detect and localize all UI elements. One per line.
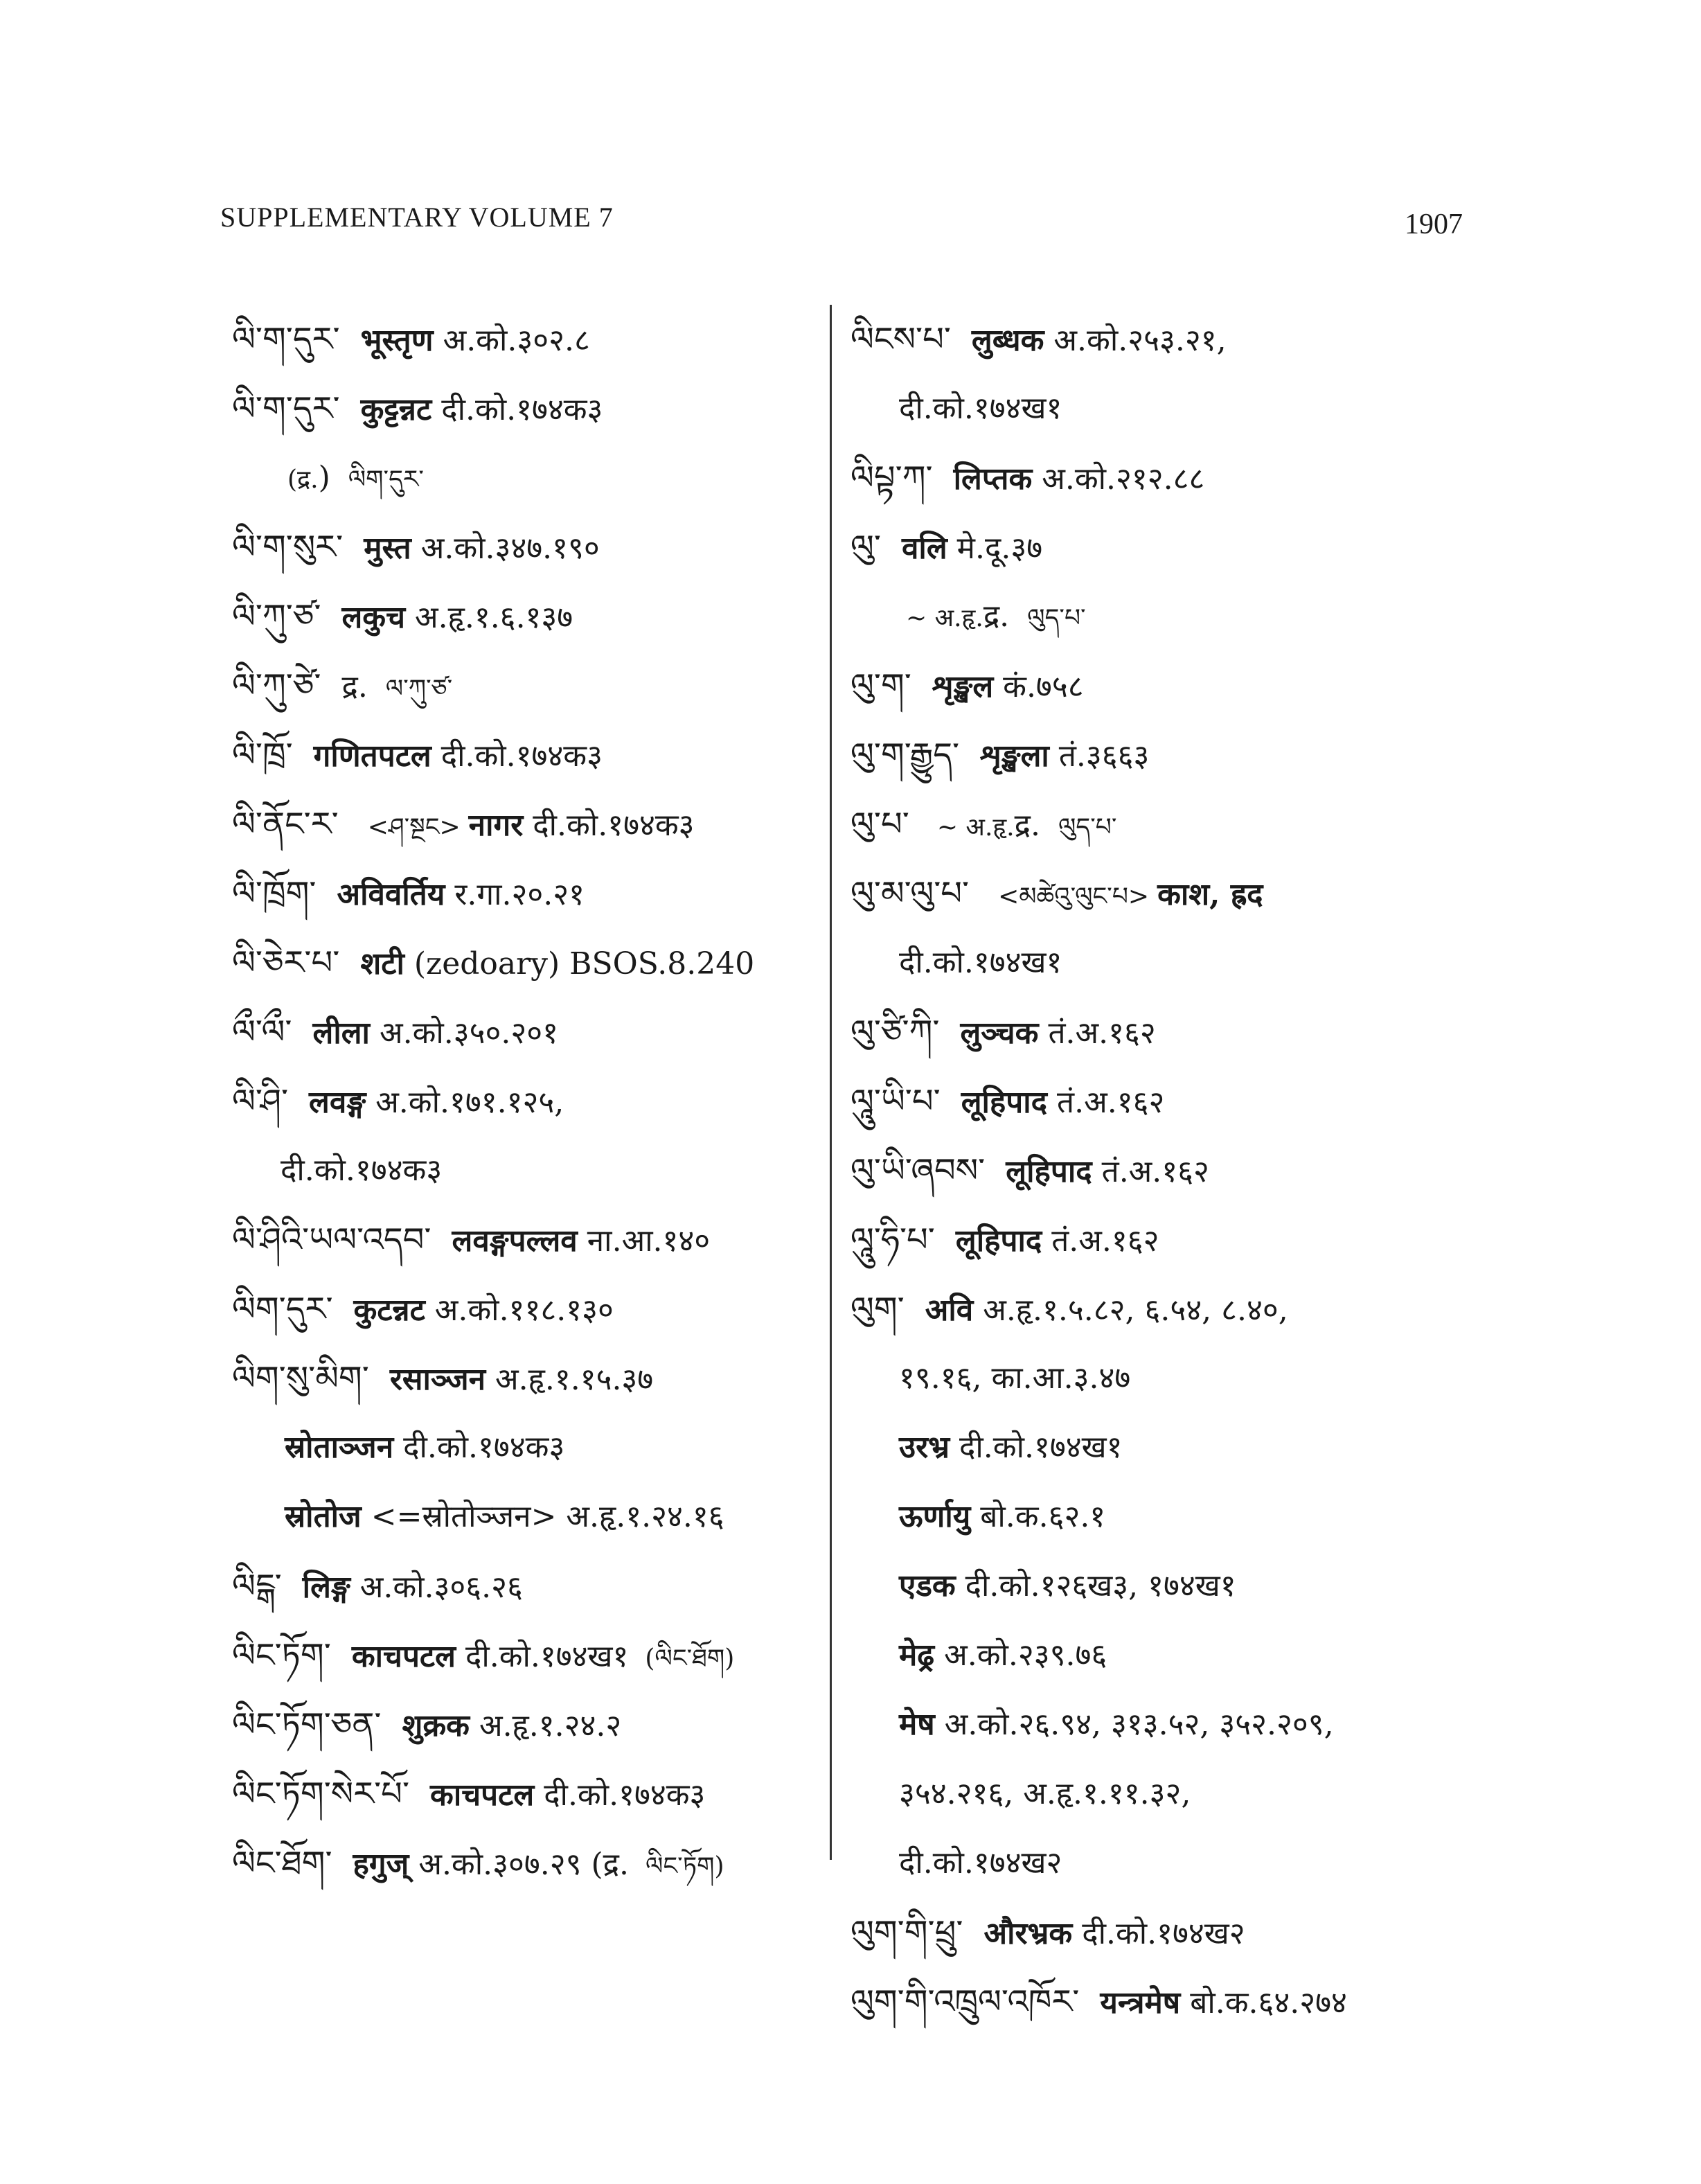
sanskrit-equivalent: लुब्धक [971, 323, 1044, 358]
source-reference: र.गा.२०.२१ [454, 877, 585, 912]
tibetan-headword: ལི་ག་དུར་ [232, 389, 340, 428]
tibetan-headword: ལིང་ཏོག་སེར་པོ་ [232, 1775, 410, 1813]
tibetan-headword: ལིང་ཐོག་ [232, 1844, 332, 1883]
sanskrit-equivalent: लवङ्ग [309, 1085, 366, 1120]
sanskrit-equivalent: लूहिपाद [961, 1085, 1048, 1120]
sanskrit-equivalent: लूहिपाद [955, 1223, 1042, 1259]
sanskrit-equivalent: लूहिपाद [1006, 1154, 1092, 1189]
dictionary-entry [232, 720, 828, 790]
tibetan-crossref: ལུད་པ་ [1027, 604, 1086, 632]
source-reference: अ.को.१७१.१२५, [375, 1085, 564, 1120]
source-reference: अ.को.३५०.२०१ [379, 1015, 559, 1051]
tibetan-crossref: <ཤ་སྔང> [367, 813, 461, 842]
column-divider [830, 305, 832, 1860]
sanskrit-equivalent: अविवर्तिय [337, 877, 445, 912]
source-reference: तं.३६६३ [1058, 738, 1150, 774]
source-reference: ) [318, 460, 340, 495]
sanskrit-equivalent: लवङ्गपल्लव [452, 1223, 578, 1259]
tibetan-headword: ལུག་གི་འཁྲུལ་འཁོར་ [850, 1982, 1080, 2021]
tibetan-headword: ལིཔྟ་ཀ་ [850, 459, 933, 497]
entry-note: (ལིང་ཐོག) [645, 1644, 735, 1673]
sanskrit-equivalent: लिङ्ग [302, 1570, 350, 1605]
tibetan-headword: ལི་ཀུ་ཙ་ [232, 597, 321, 636]
tibetan-headword: ལུ་ག་རྒྱུད་ [850, 736, 960, 774]
dictionary-entry [232, 928, 828, 997]
entry-note: ལིང་ཏོག) [645, 1852, 724, 1881]
tibetan-crossref: ལུད་པ་ [1058, 813, 1117, 842]
dictionary-entry [850, 1621, 1446, 1690]
sanskrit-equivalent: ऊर्णायु [899, 1499, 971, 1534]
dictionary-entry [232, 582, 828, 651]
dictionary-entry [850, 1967, 1446, 2036]
tibetan-headword: ལུ་ཡི་ཞབས་ [850, 1151, 986, 1190]
dictionary-entry [850, 1413, 1446, 1482]
sanskrit-equivalent: मुस्त [364, 531, 411, 566]
dictionary-entry [232, 1413, 828, 1482]
source-reference: मे.दू.३७ [956, 531, 1043, 566]
tibetan-headword: ལཱུ་ཧི་པ་ [850, 1220, 935, 1259]
dictionary-entry [232, 1759, 828, 1829]
source-reference: (zedoary) BSOS.8.240 [413, 946, 755, 982]
sanskrit-equivalent: स्रोतोज [285, 1499, 362, 1534]
tibetan-headword: ལིངས་པ་ [850, 320, 951, 359]
source-reference: १९.१६, का.आ.३.४७ [899, 1360, 1131, 1396]
source-reference: दी.को.१७४क३ [441, 392, 603, 427]
dictionary-entry [850, 1136, 1446, 1205]
dictionary-entry [850, 1344, 1446, 1413]
source-reference: अ.को.३०६.२६ [359, 1570, 523, 1605]
sanskrit-equivalent: कुट्टन्नट [360, 392, 432, 427]
tibetan-headword: ལཱུ་ཡི་པ་ [850, 1082, 941, 1121]
source-reference: बो.क.६४.२७४ [1190, 1985, 1347, 2021]
sanskrit-equivalent: नागर [468, 808, 524, 843]
source-reference: अ.को.२३९.७६ [944, 1637, 1107, 1673]
tibetan-headword: ལི་ཁྲོག་ [232, 874, 317, 913]
source-reference: द्र. [983, 598, 1019, 634]
dictionary-entry [850, 1759, 1446, 1829]
entry-note: (द्र. [287, 465, 319, 494]
sanskrit-equivalent: गणितपटल [313, 738, 431, 774]
tibetan-headword: ལི་ཁྲོ་ [232, 736, 293, 774]
source-reference: अ.को.११८.१३० [434, 1293, 614, 1328]
dictionary-entry [232, 651, 828, 720]
sanskrit-equivalent: औरभ्रक [983, 1916, 1073, 1951]
source-reference: तं.अ.१६२ [1048, 1015, 1156, 1051]
sanskrit-equivalent: शृङ्खला [980, 738, 1049, 774]
sanskrit-equivalent: लकुच [341, 600, 406, 635]
source-reference: तं.अ.१६२ [1101, 1154, 1209, 1189]
source-reference: ३५४.२१६, अ.हृ.१.११.३२, [899, 1776, 1191, 1811]
tibetan-headword: ལི་ཀུ་ཙེ་ [232, 666, 321, 705]
running-header: SUPPLEMENTARY VOLUME 7 [220, 202, 614, 233]
sanskrit-equivalent: वलि [901, 531, 947, 566]
source-reference: द्र. [1014, 808, 1050, 843]
entry-note: ~ अ.हृ. [906, 604, 983, 632]
sanskrit-equivalent: कुटन्नट [353, 1293, 425, 1328]
dictionary-entry [232, 997, 828, 1067]
source-reference: दी.को.१७४क३ [544, 1777, 706, 1813]
dictionary-entry [232, 859, 828, 928]
dictionary-entry [850, 1898, 1446, 1967]
source-reference: दी.को.१७४क३ [440, 738, 603, 774]
dictionary-entry [850, 790, 1446, 859]
sanskrit-equivalent: शुक्रक [402, 1708, 470, 1743]
tibetan-headword: ལི་ག་སུར་ [232, 528, 344, 567]
dictionary-entry [232, 443, 828, 513]
source-reference: दी.को.१७४ख२ [1082, 1916, 1245, 1951]
sanskrit-equivalent: लिप्तक [953, 461, 1033, 497]
source-reference: अ.को.३४७.१९० [420, 531, 600, 566]
tibetan-headword: ལུ་པ་ [850, 805, 909, 844]
dictionary-entry [232, 374, 828, 443]
dictionary-entry [232, 1344, 828, 1413]
tibetan-crossref: <མཚེའུ་ལུང་པ> [998, 882, 1150, 911]
dictionary-entry [232, 1136, 828, 1205]
dictionary-entry [850, 443, 1446, 513]
tibetan-headword: ལྀ་ལྀ་ [232, 1013, 292, 1051]
dictionary-entry [850, 1275, 1446, 1344]
source-reference: कं.७५८ [1003, 669, 1084, 704]
dictionary-entry [232, 1067, 828, 1136]
left-column [232, 305, 828, 1898]
sanskrit-equivalent: उरभ्र [899, 1430, 950, 1465]
source-reference: अ.को.२१२.८८ [1042, 461, 1205, 497]
dictionary-entry [850, 1067, 1446, 1136]
source-reference: <=स्रोतोञ्जन> अ.हृ.१.२४.१६ [371, 1499, 724, 1534]
dictionary-entry [850, 1482, 1446, 1552]
tibetan-headword: ལི་ཤི་ [232, 1082, 289, 1121]
dictionary-entry [850, 1690, 1446, 1759]
source-reference: अ.हृ.१.२४.२ [479, 1708, 622, 1743]
source-reference: अ.हृ.१.५.८२, ६.५४, ८.४०, [983, 1293, 1288, 1328]
dictionary-entry [232, 513, 828, 582]
tibetan-headword: ལིག་དུར་ [232, 1290, 333, 1329]
source-reference: तं.अ.१६२ [1051, 1223, 1159, 1259]
sanskrit-equivalent: मेढ्र [899, 1637, 935, 1673]
tibetan-headword: ལུག་ [850, 1290, 905, 1329]
dictionary-entry [232, 1690, 828, 1759]
sanskrit-equivalent: मेष [899, 1707, 935, 1742]
sanskrit-equivalent: लुञ्चक [960, 1015, 1039, 1051]
sanskrit-equivalent: यन्त्रमेष [1100, 1985, 1181, 2021]
dictionary-entry [850, 1829, 1446, 1898]
source-reference: बो.क.६२.१ [980, 1499, 1106, 1534]
sanskrit-equivalent: काचपटल [430, 1777, 535, 1813]
source-reference: दी.को.१७४ख१ [899, 945, 1062, 980]
page-number: 1907 [1405, 208, 1463, 240]
tibetan-crossref: ལ་ཀུ་ཙ་ [385, 675, 453, 703]
dictionary-entry [232, 790, 828, 859]
sanskrit-equivalent: एडक [899, 1568, 956, 1604]
source-reference: द्र. [341, 669, 377, 704]
sanskrit-equivalent: हगुज् [353, 1847, 409, 1882]
entry-note: ~ अ.हृ. [936, 813, 1015, 842]
dictionary-entry [232, 1829, 828, 1898]
dictionary-entry [850, 1552, 1446, 1621]
tibetan-headword: ལིང་ཏོག་ [232, 1636, 331, 1675]
source-reference: दी.को.१७४ख१ [465, 1639, 639, 1674]
dictionary-entry [232, 1205, 828, 1275]
dictionary-entry [850, 928, 1446, 997]
sanskrit-equivalent: काचपटल [351, 1639, 456, 1674]
sanskrit-equivalent: शटी [360, 946, 404, 982]
dictionary-entry [232, 1552, 828, 1621]
source-reference: दी.को.१७४क३ [280, 1153, 443, 1188]
sanskrit-equivalent: स्रोताञ्जन [285, 1430, 394, 1465]
dictionary-entry [850, 513, 1446, 582]
source-reference: दी.को.१७४ख१ [899, 391, 1062, 426]
dictionary-entry [232, 1275, 828, 1344]
dictionary-entry [850, 859, 1446, 928]
right-column [850, 305, 1446, 2036]
dictionary-entry [232, 1482, 828, 1552]
sanskrit-equivalent: काश, ह्रद [1157, 877, 1263, 912]
sanskrit-equivalent: भूस्तृण [360, 323, 434, 358]
dictionary-entry [850, 305, 1446, 374]
source-reference: दी.को.१७४ख२ [899, 1845, 1062, 1881]
tibetan-headword: ལུ་ [850, 528, 881, 567]
source-reference: ना.आ.१४० [587, 1223, 711, 1259]
source-reference: अ.को.३०७.२९ (द्र. [418, 1847, 639, 1882]
tibetan-headword: ལིངྒ་ [232, 1567, 282, 1606]
source-reference: दी.को.१७४क३ [403, 1430, 565, 1465]
tibetan-headword: ལི་ནོང་ར་ [232, 805, 339, 844]
source-reference: अ.को.२६.९४, ३१३.५२, ३५२.२०९, [944, 1707, 1334, 1742]
tibetan-headword: ལུ་ག་ [850, 666, 911, 705]
dictionary-entry [850, 651, 1446, 720]
source-reference: तं.अ.१६२ [1057, 1085, 1165, 1120]
dictionary-entry [850, 997, 1446, 1067]
sanskrit-equivalent: रसाञ्जन [389, 1362, 486, 1397]
dictionary-entry [850, 1205, 1446, 1275]
tibetan-headword: ལུ་མ་ལུ་པ་ [850, 874, 970, 913]
source-reference: दी.को.१२६ख३, १७४ख१ [965, 1568, 1236, 1604]
source-reference: अ.को.२५३.२१, [1053, 323, 1227, 358]
tibetan-headword: ལིག་སུ་མིག་ [232, 1359, 369, 1398]
source-reference: दी.को.१७४क३ [533, 808, 695, 843]
sanskrit-equivalent: लीला [312, 1015, 370, 1051]
source-reference: अ.हृ.१.१५.३७ [495, 1362, 654, 1397]
tibetan-headword: ལི་ག་དུར་ [232, 320, 340, 359]
dictionary-entry [232, 1621, 828, 1690]
source-reference: अ.को.३०२.८ [443, 323, 590, 358]
dictionary-entry [850, 582, 1446, 651]
sanskrit-equivalent: अवि [925, 1293, 974, 1328]
tibetan-headword: ལུག་གི་ཕྲུ་ [850, 1913, 963, 1952]
dictionary-entry [850, 720, 1446, 790]
source-reference: अ.हृ.१.६.१३७ [415, 600, 573, 635]
tibetan-headword: ལུ་ཙི་ཀི་ [850, 1013, 940, 1051]
source-reference: दी.को.१७४ख१ [959, 1430, 1123, 1465]
dictionary-entry [850, 374, 1446, 443]
sanskrit-equivalent: शृङ्खल [932, 669, 994, 704]
tibetan-crossref: ལིག་དུར་ [348, 465, 424, 494]
tibetan-headword: ལི་ཅེར་པ་ [232, 943, 340, 982]
dictionary-entry [232, 305, 828, 374]
tibetan-headword: ལིང་ཏོག་ཅན་ [232, 1705, 382, 1744]
tibetan-headword: ལི་ཤིའི་ཡལ་འདབ་ [232, 1220, 431, 1259]
